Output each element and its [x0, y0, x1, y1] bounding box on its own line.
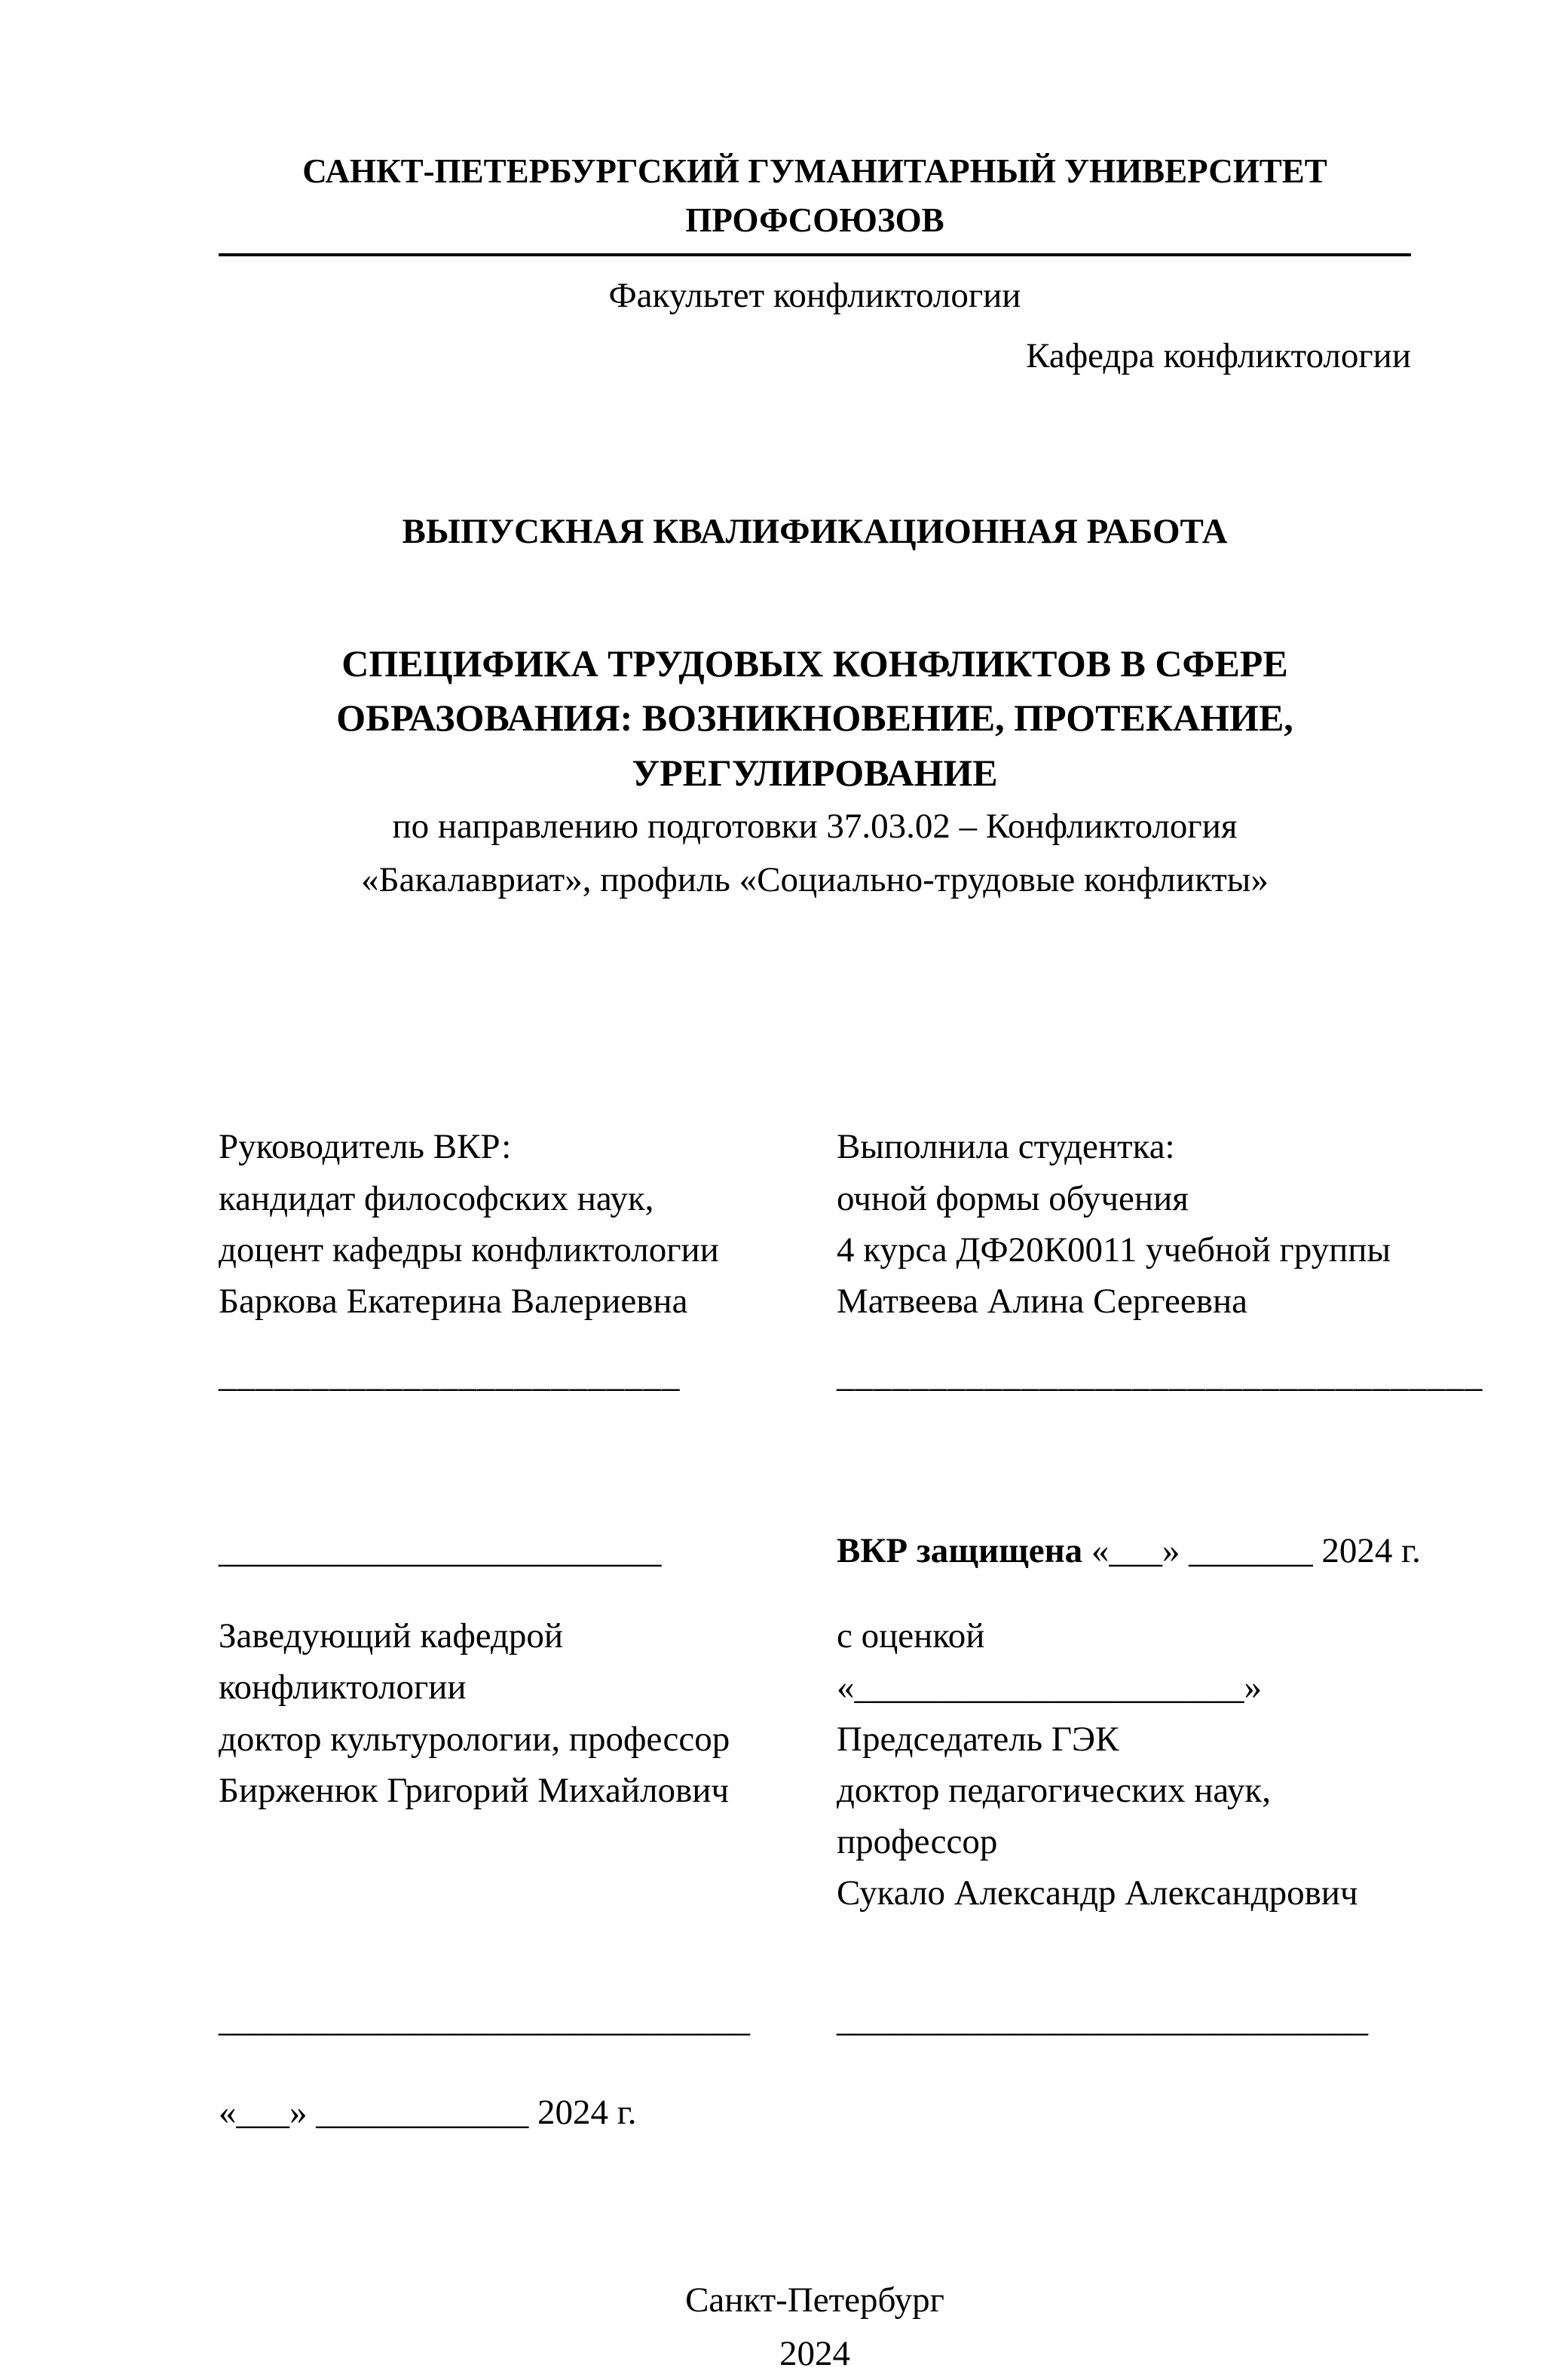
study-direction-line-2: «Бакалавриат», профиль «Социально-трудовые конфликты» [361, 859, 1269, 899]
thesis-title-line-3: УРЕГУЛИРОВАНИЕ [632, 751, 998, 794]
student-block [837, 1121, 1483, 1401]
head-committee-row [219, 1610, 1411, 1919]
university-name: САНКТ-ПЕТЕРБУРГСКИЙ ГУМАНИТАРНЫЙ УНИВЕРСИТЕТ ПРОФСОЮЗОВ [219, 147, 1411, 256]
supervisor-signature-line: _________________________ [219, 1355, 681, 1395]
thesis-title [219, 636, 1411, 801]
student-name: Матвеева Алина Сергеевна [837, 1281, 1247, 1321]
head-signature-line: _________________________ [219, 1531, 662, 1571]
department-head-role-1: Заведующий кафедрой [219, 1616, 564, 1656]
date-blank-line: «___» ____________ 2024 г. [219, 2093, 637, 2133]
bottom-signature-left: ______________________________ [219, 2000, 750, 2040]
bottom-signatures-row [219, 1994, 1411, 2045]
student-study-form: очной формы обучения [837, 1178, 1189, 1218]
committee-chair-title: профессор [837, 1821, 998, 1861]
work-type-heading: ВЫПУСКНАЯ КВАЛИФИКАЦИОННАЯ РАБОТА [402, 511, 1228, 551]
committee-chair-name: Сукало Александр Александрович [837, 1873, 1358, 1913]
supervisor-name: Баркова Екатерина Валериевна [219, 1281, 688, 1321]
supervisor-position: доцент кафедры конфликтологии [219, 1230, 719, 1270]
committee-block [837, 1610, 1411, 1919]
department-head-role-2: конфликтологии [219, 1668, 467, 1708]
footer-year: 2024 [779, 2333, 850, 2373]
defense-date-blank: «___» _______ 2024 г. [1091, 1531, 1421, 1571]
defense-row [219, 1525, 1421, 1576]
supervisor-degree: кандидат философских наук, [219, 1178, 654, 1218]
supervisor-student-row [219, 1121, 1483, 1401]
thesis-title-line-1: СПЕЦИФИКА ТРУДОВЫХ КОНФЛИКТОВ В СФЕРЕ [341, 642, 1288, 685]
committee-chair-role: Председатель ГЭК [837, 1719, 1119, 1759]
study-direction [219, 800, 1411, 906]
department-head-degree: доктор культурологии, профессор [219, 1719, 730, 1759]
department-name: Кафедра конфликтологии [1026, 335, 1411, 375]
study-direction-line-1: по направлению подготовки 37.03.02 – Конфликтология [392, 807, 1238, 847]
faculty-name: Факультет конфликтологии [608, 275, 1021, 315]
date-row [219, 2087, 1411, 2138]
department-head-block [219, 1610, 837, 1919]
date-row-spacer [837, 2087, 1411, 2138]
student-group: 4 курса ДФ20К0011 учебной группы [837, 1230, 1391, 1270]
defense-label: ВКР защищена [837, 1531, 1083, 1571]
bottom-signature-right: ______________________________ [837, 2000, 1368, 2040]
supervisor-role: Руководитель ВКР: [219, 1127, 512, 1167]
defense-statement [837, 1525, 1421, 1576]
footer-city: Санкт-Петербург [685, 2280, 944, 2320]
thesis-title-line-2: ОБРАЗОВАНИЯ: ВОЗНИКНОВЕНИЕ, ПРОТЕКАНИЕ, [336, 697, 1293, 740]
department-head-name: Бирженюк Григорий Михайлович [219, 1770, 730, 1810]
grade-blank-line: с оценкой «______________________» [837, 1616, 1262, 1708]
student-role: Выполнила студентка: [837, 1127, 1175, 1167]
committee-chair-degree: доктор педагогических наук, [837, 1770, 1271, 1810]
student-signature-line: ___________________________________ [837, 1355, 1483, 1395]
supervisor-block [219, 1121, 837, 1401]
footer-block [219, 2274, 1411, 2380]
